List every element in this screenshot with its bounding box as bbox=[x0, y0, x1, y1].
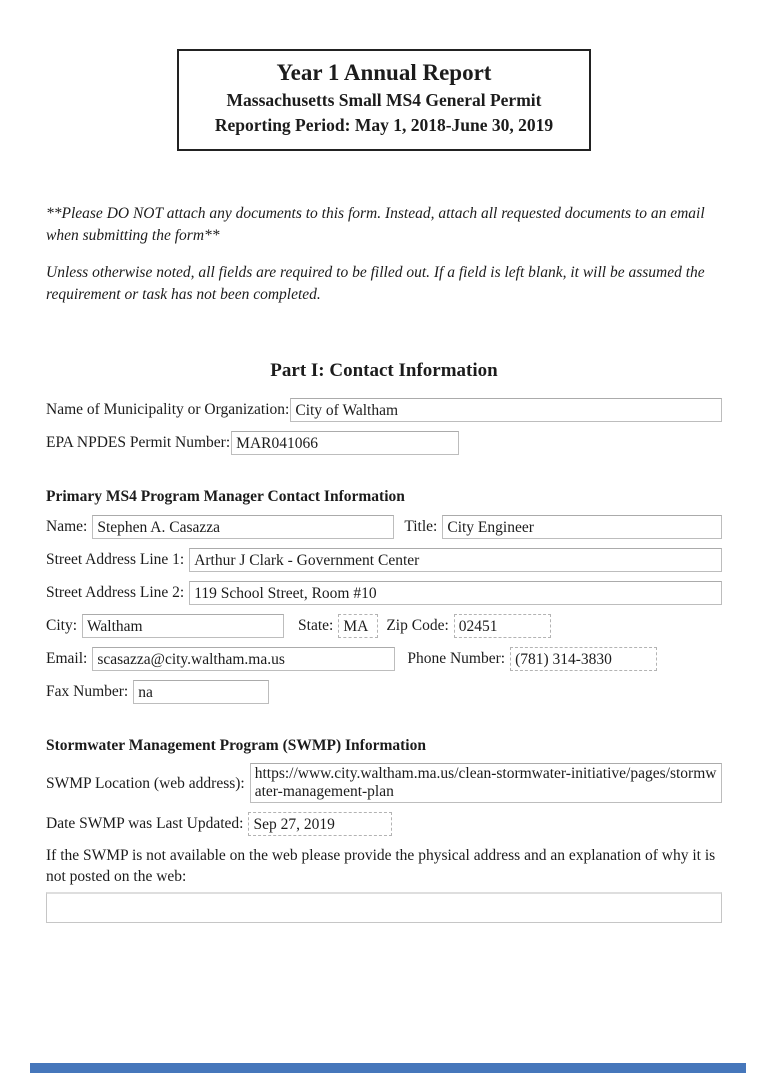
swmp-not-on-web-note: If the SWMP is not available on the web please provide the physical address and an explanation of why it is not posted on the web: bbox=[46, 846, 716, 885]
permit-number-label: EPA NPDES Permit Number: bbox=[46, 433, 231, 451]
permit-number-field[interactable]: MAR041066 bbox=[231, 431, 459, 455]
swmp-location-field[interactable]: https://www.city.waltham.ma.us/clean-stormwater-initiative/pages/stormwater-management-plan bbox=[250, 763, 722, 803]
manager-section-heading: Primary MS4 Program Manager Contact Information bbox=[46, 487, 405, 505]
fax-row bbox=[46, 680, 722, 704]
email-field[interactable]: scasazza@city.waltham.ma.us bbox=[92, 647, 395, 671]
swmp-date-field[interactable]: Sep 27, 2019 bbox=[248, 812, 392, 836]
zip-label: Zip Code: bbox=[386, 616, 449, 634]
report-subtitle-permit: Massachusetts Small MS4 General Permit bbox=[226, 90, 542, 111]
next-page-edge-bar bbox=[30, 1063, 746, 1073]
fax-label: Fax Number: bbox=[46, 682, 129, 700]
manager-title-label: Title: bbox=[404, 517, 438, 535]
part1-heading: Part I: Contact Information bbox=[270, 359, 498, 381]
address2-field[interactable]: 119 School Street, Room #10 bbox=[189, 581, 722, 605]
address2-label: Street Address Line 2: bbox=[46, 583, 185, 601]
state-label: State: bbox=[298, 616, 334, 634]
email-label: Email: bbox=[46, 649, 88, 667]
fax-field[interactable]: na bbox=[133, 680, 269, 704]
address2-row bbox=[46, 581, 722, 605]
email-phone-row bbox=[46, 647, 722, 671]
notice-required-fields: Unless otherwise noted, all fields are required to be filled out. If a field is left blank, it will be assumed the requirement or task has not been completed. bbox=[46, 263, 705, 303]
phone-label: Phone Number: bbox=[407, 649, 506, 667]
manager-name-label: Name: bbox=[46, 517, 88, 535]
document-page bbox=[0, 49, 770, 923]
address1-field[interactable]: Arthur J Clark - Government Center bbox=[189, 548, 722, 572]
city-field[interactable]: Waltham bbox=[82, 614, 284, 638]
report-title-box bbox=[177, 49, 591, 151]
state-field[interactable]: MA bbox=[338, 614, 378, 638]
manager-name-field[interactable]: Stephen A. Casazza bbox=[92, 515, 394, 539]
notice-no-attachments: **Please DO NOT attach any documents to this form. Instead, attach all requested documents to an email when submitting the form** bbox=[46, 204, 705, 244]
address1-label: Street Address Line 1: bbox=[46, 550, 185, 568]
city-label: City: bbox=[46, 616, 78, 634]
swmp-location-label: SWMP Location (web address): bbox=[46, 775, 245, 793]
swmp-location-row bbox=[46, 763, 722, 803]
name-title-row bbox=[46, 515, 722, 539]
swmp-section-heading: Stormwater Management Program (SWMP) Information bbox=[46, 736, 426, 754]
swmp-date-row bbox=[46, 812, 722, 836]
municipality-row bbox=[46, 398, 722, 422]
city-state-zip-row bbox=[46, 614, 722, 638]
report-title: Year 1 Annual Report bbox=[276, 60, 492, 85]
zip-field[interactable]: 02451 bbox=[454, 614, 551, 638]
physical-address-field[interactable] bbox=[46, 892, 722, 923]
permit-number-row bbox=[46, 431, 722, 455]
report-subtitle-period: Reporting Period: May 1, 2018-June 30, 2019 bbox=[214, 115, 554, 136]
municipality-label: Name of Municipality or Organization: bbox=[46, 400, 290, 418]
municipality-field[interactable]: City of Waltham bbox=[290, 398, 722, 422]
address1-row bbox=[46, 548, 722, 572]
phone-field[interactable]: (781) 314-3830 bbox=[510, 647, 657, 671]
manager-title-field[interactable]: City Engineer bbox=[442, 515, 722, 539]
swmp-date-label: Date SWMP was Last Updated: bbox=[46, 814, 244, 832]
